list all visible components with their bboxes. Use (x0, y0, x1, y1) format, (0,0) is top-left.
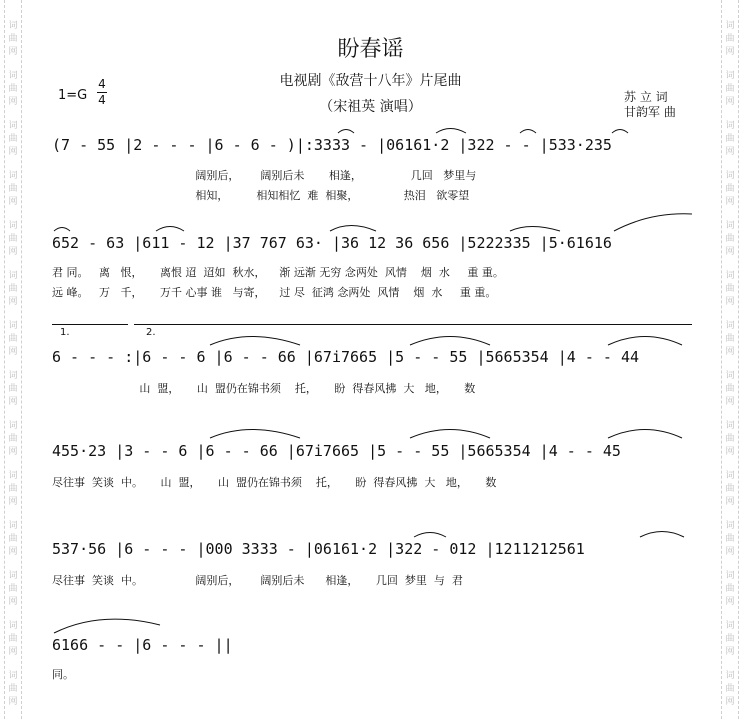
watermark-glyph: 网 (8, 197, 18, 207)
watermark-glyph: 网 (725, 497, 735, 507)
time-signature-top: 4 (98, 77, 106, 91)
slur-mark (608, 337, 682, 346)
watermark-glyph: 曲 (725, 34, 735, 44)
watermark-glyph: 网 (8, 447, 18, 457)
watermark-glyph: 曲 (8, 684, 18, 694)
slur-mark (210, 430, 300, 439)
song-subtitle: 电视剧《敌营十八年》片尾曲 (279, 73, 462, 89)
watermark-glyph: 网 (8, 397, 18, 407)
volta-second-ending: 2. (146, 327, 156, 338)
watermark-glyph: 曲 (725, 434, 735, 444)
watermark-glyph: 词 (8, 621, 18, 631)
score-line-3-notes: 6 - - - :|6 - - 6 |6 - - 66 |67i7665 |5 - - 55 |5665354 |4 - - 44 (52, 348, 639, 366)
watermark-glyph: 网 (8, 647, 18, 657)
watermark-glyph: 曲 (8, 484, 18, 494)
watermark-glyph: 曲 (725, 584, 735, 594)
key-signature: 1=G (58, 88, 88, 103)
watermark-glyph: 网 (725, 347, 735, 357)
watermark-glyph: 词 (8, 71, 18, 81)
volta-first-ending: 1. (60, 327, 70, 338)
watermark-glyph: 网 (725, 47, 735, 57)
slur-mark (338, 130, 354, 134)
slur-mark (410, 430, 490, 439)
singer-credit: （宋祖英 演唱） (319, 99, 422, 115)
watermark-glyph: 网 (8, 597, 18, 607)
watermark-glyph: 词 (725, 221, 735, 231)
watermark-glyph: 曲 (725, 684, 735, 694)
watermark-glyph: 网 (725, 647, 735, 657)
watermark-glyph: 曲 (8, 634, 18, 644)
watermark-glyph: 曲 (725, 634, 735, 644)
watermark-glyph: 曲 (725, 284, 735, 294)
score-line-5-notes: 537·56 |6 - - - |000 3333 - |06161·2 |322 - 012 |1211212561 (52, 540, 585, 558)
watermark-glyph: 曲 (8, 384, 18, 394)
watermark-glyph: 网 (8, 297, 18, 307)
watermark-glyph: 网 (725, 97, 735, 107)
watermark-glyph: 曲 (8, 284, 18, 294)
watermark-glyph: 词 (8, 421, 18, 431)
watermark-glyph: 曲 (8, 34, 18, 44)
watermark-glyph: 曲 (8, 184, 18, 194)
watermark-glyph: 曲 (8, 134, 18, 144)
watermark-glyph: 词 (725, 21, 735, 31)
watermark-glyph: 网 (725, 247, 735, 257)
watermark-glyph: 曲 (8, 334, 18, 344)
slur-mark (330, 226, 376, 232)
slur-mark (520, 130, 536, 134)
watermark-glyph: 曲 (8, 584, 18, 594)
score-line-5-lyrics: 尽往事 笑谈 中。 阔别后， 阔别后未 相逢， 几回 梦里 与 君 (52, 574, 463, 587)
slur-mark (414, 533, 446, 538)
score-line-6-lyrics: 同。 (52, 668, 74, 681)
slur-mark (614, 214, 692, 231)
watermark-glyph: 曲 (725, 484, 735, 494)
score-line-2-notes: 652 - 63 |611 - 12 |37 767 63· |36 12 36 656 |5222335 |5·61616 (52, 234, 612, 252)
score-line-4-notes: 455·23 |3 - - 6 |6 - - 66 |67i7665 |5 - - 55 |5665354 |4 - - 45 (52, 442, 621, 460)
watermark-glyph: 曲 (725, 184, 735, 194)
time-signature-bottom: 4 (98, 93, 106, 107)
watermark-glyph: 词 (8, 671, 18, 681)
watermark-glyph: 词 (725, 121, 735, 131)
watermark-glyph: 网 (8, 547, 18, 557)
score-line-3-lyrics: 山 盟， 山 盟仍在锦书须 托， 盼 得春风拂 大 地， 数 (52, 382, 476, 395)
watermark-glyph: 网 (725, 547, 735, 557)
watermark-glyph: 曲 (725, 334, 735, 344)
watermark-glyph: 词 (725, 671, 735, 681)
time-signature (97, 78, 107, 107)
watermark-glyph: 曲 (725, 84, 735, 94)
score-line-1-lyrics-verse2: 相知， 相知相忆 难 相聚， 热泪 欲零望 (52, 189, 470, 202)
watermark-glyph: 词 (8, 521, 18, 531)
slur-mark (436, 129, 466, 134)
watermark-glyph: 词 (725, 571, 735, 581)
slur-mark (54, 228, 70, 232)
watermark-glyph: 网 (8, 347, 18, 357)
watermark-glyph: 词 (8, 371, 18, 381)
volta-bracket-2 (134, 324, 692, 325)
score-line-6-notes: 6166 - - |6 - - - || (52, 636, 233, 654)
watermark-glyph: 词 (8, 221, 18, 231)
slur-mark (510, 227, 560, 232)
watermark-glyph: 网 (725, 397, 735, 407)
watermark-glyph: 词 (725, 321, 735, 331)
composer-credit: 甘韵军 曲 (624, 105, 676, 119)
watermark-glyph: 网 (725, 597, 735, 607)
watermark-glyph: 曲 (8, 84, 18, 94)
watermark-glyph: 词 (8, 571, 18, 581)
watermark-glyph: 网 (725, 697, 735, 707)
score-line-1-lyrics-verse1: 阔别后， 阔别后未 相逢， 几回 梦里与 (52, 169, 477, 182)
song-title: 盼春谣 (337, 37, 404, 62)
watermark-glyph: 曲 (725, 134, 735, 144)
slur-mark (612, 130, 628, 134)
watermark-glyph: 词 (725, 371, 735, 381)
watermark-glyph: 词 (725, 421, 735, 431)
watermark-glyph: 网 (8, 147, 18, 157)
watermark-glyph: 曲 (725, 234, 735, 244)
slur-mark (54, 619, 160, 633)
watermark-glyph: 曲 (8, 434, 18, 444)
watermark-glyph: 词 (8, 21, 18, 31)
watermark-glyph: 网 (725, 147, 735, 157)
watermark-glyph: 词 (725, 171, 735, 181)
watermark-glyph: 网 (725, 447, 735, 457)
watermark-glyph: 网 (8, 247, 18, 257)
slur-mark (210, 337, 300, 346)
watermark-glyph: 词 (8, 121, 18, 131)
watermark-glyph: 词 (725, 471, 735, 481)
watermark-glyph: 网 (8, 47, 18, 57)
watermark-glyph: 词 (725, 621, 735, 631)
watermark-glyph: 词 (8, 271, 18, 281)
watermark-glyph: 词 (725, 271, 735, 281)
volta-bracket-1 (52, 324, 128, 325)
slur-mark (410, 337, 490, 346)
slur-mark (640, 532, 684, 538)
watermark-glyph: 词 (8, 171, 18, 181)
lyricist-credit: 苏 立 词 (624, 90, 668, 104)
watermark-glyph: 词 (8, 471, 18, 481)
watermark-glyph: 网 (725, 297, 735, 307)
score-line-2-lyrics-verse2: 远 峰。 万 千， 万千 心事 谁 与寄， 过 尽 征鸿 念两处 风情 烟 水 重 重。 (52, 286, 497, 299)
score-line-4-lyrics: 尽往事 笑谈 中。 山 盟， 山 盟仍在锦书须 托， 盼 得春风拂 大 地， 数 (52, 476, 497, 489)
watermark-glyph: 曲 (725, 384, 735, 394)
watermark-glyph: 网 (8, 97, 18, 107)
watermark-glyph: 曲 (725, 534, 735, 544)
watermark-glyph: 网 (8, 697, 18, 707)
watermark-glyph: 网 (725, 197, 735, 207)
watermark-glyph: 词 (725, 521, 735, 531)
score-line-1-notes: (7 - 55 |2 - - - |6 - 6 - )|:3333 - |06161·2 |322 - - |533·235 (52, 136, 612, 154)
slur-mark (608, 430, 682, 439)
watermark-glyph: 词 (8, 321, 18, 331)
watermark-glyph: 词 (725, 71, 735, 81)
score-line-2-lyrics-verse1: 君 同。 离 恨， 离恨 迢 迢如 秋水， 渐 远渐 无穷 念两处 风情 烟 水 重 重。 (52, 266, 504, 279)
slur-mark (156, 227, 184, 232)
watermark-glyph: 网 (8, 497, 18, 507)
watermark-glyph: 曲 (8, 534, 18, 544)
watermark-glyph: 曲 (8, 234, 18, 244)
